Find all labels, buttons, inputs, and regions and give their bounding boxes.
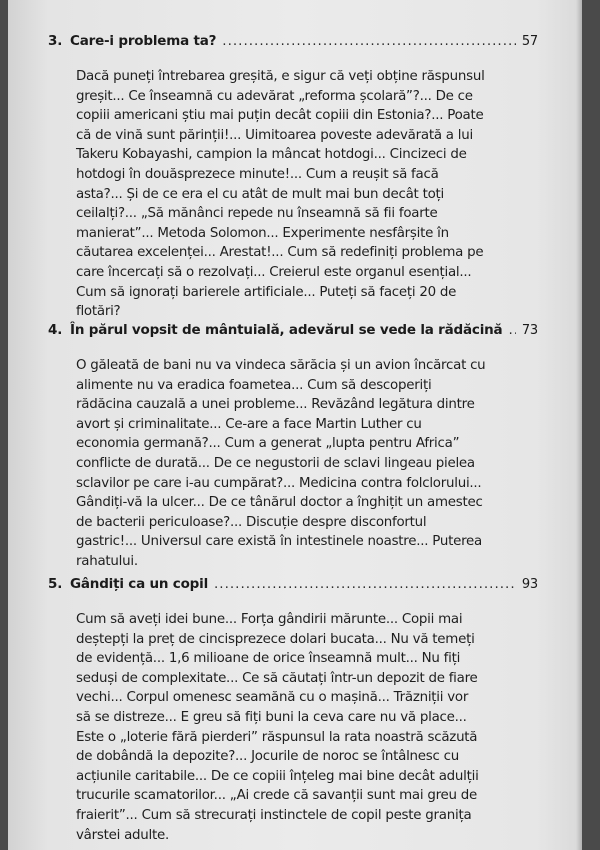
chapter-title: Gândiți ca un copil <box>70 576 209 592</box>
page-number: 57 <box>521 34 538 49</box>
chapter-summary: Dacă puneți întrebarea greșită, e sigur că veți obține răspunsul greșit... Ce înseamnă cu adevărat „reforma școlară”?... De ce copiii americani știu mai puțin decât copiii din Estonia?... Poate că de vină sunt părinții!... Uimitoarea poveste adevărată a lui Takeru Kobayashi, campion la mâncat hotdogi... Cincizeci de hotdogi în douăsprezece minute!... Cum a reușit să facă asta?... Și de ce era el cu atât de mult mai bun decât toți ceilalți?... „Să mănânci repede nu înseamnă să fii foarte manierat”... Metoda Solomon... Experimente nesfârșite în căutarea excelenței... Arestat!... Cum să redefiniți problema pe care încercați să o rezolvați... Creierul este organul esențial... Cum să ignorați barierele artificiale... Puteți să faceți 20 de flotări? <box>76 69 485 320</box>
dot-leader <box>508 322 515 338</box>
toc-entry-5 <box>48 576 538 845</box>
chapter-title: Care-i problema ta? <box>70 33 217 49</box>
chapter-title: În părul vopsit de mântuială, adevărul se vede la rădăcină <box>70 322 503 338</box>
chapter-number: 3. <box>48 33 63 49</box>
toc-entry-4 <box>48 322 538 572</box>
chapter-number: 4. <box>48 322 63 338</box>
page-number: 73 <box>521 323 538 338</box>
chapter-summary: O găleată de bani nu va vindeca sărăcia și un avion încărcat cu alimente nu va eradica foametea... Cum să descoperiți rădăcina cauzală a unei probleme... Revăzând legătura dintre avort și criminalitate... Ce-are a face Martin Luther cu economia germană?... Cum a generat „lupta pentru Africa” conflicte de durată... De ce negustorii de sclavi lingeau pielea sclavilor pe care i-au cumpărat?... Medicina contra folclorului... Gândiți-vă la ulcer... De ce tânărul doctor a înghițit un amestec de bacterii periculoase?... Discuție despre disconfortul gastric!... Universul care există în intestinele noastre... Puterea rahatului. <box>76 358 486 569</box>
toc-entry-heading[interactable] <box>48 322 538 342</box>
toc-entry-heading[interactable] <box>48 576 538 596</box>
toc-entry-heading[interactable] <box>48 33 538 53</box>
dot-leader <box>222 33 516 49</box>
toc-entry-3 <box>48 33 538 322</box>
book-page <box>8 0 582 850</box>
page-number: 93 <box>521 577 538 592</box>
chapter-summary: Cum să aveți idei bune... Forța gândirii mărunte... Copii mai deștepți la preț de cincisprezece dolari bucata... Nu vă temeți de evidență... 1,6 milioane de orice înseamnă mult... Nu fiți seduși de complexitate... Ce să căutați într-un depozit de fiare vechi... Corpul omenesc seamănă cu o mașină... Trăzniții vor să se distreze... E greu să fiți buni la ceva care nu vă place... Este o „loterie fără pierderi” răspunsul la rata noastră scăzută de dobândă la depozite?... Jocurile de noroc se întâlnesc cu acțiunile caritabile... De ce copiii înțeleg mai bine decât adulții trucurile scamatorilor... „Ai crede că savanții sunt mai greu de fraierit”... Cum să strecurați instinctele de copil peste granița vârstei adulte. <box>76 612 479 843</box>
chapter-number: 5. <box>48 576 63 592</box>
dot-leader <box>214 576 516 592</box>
